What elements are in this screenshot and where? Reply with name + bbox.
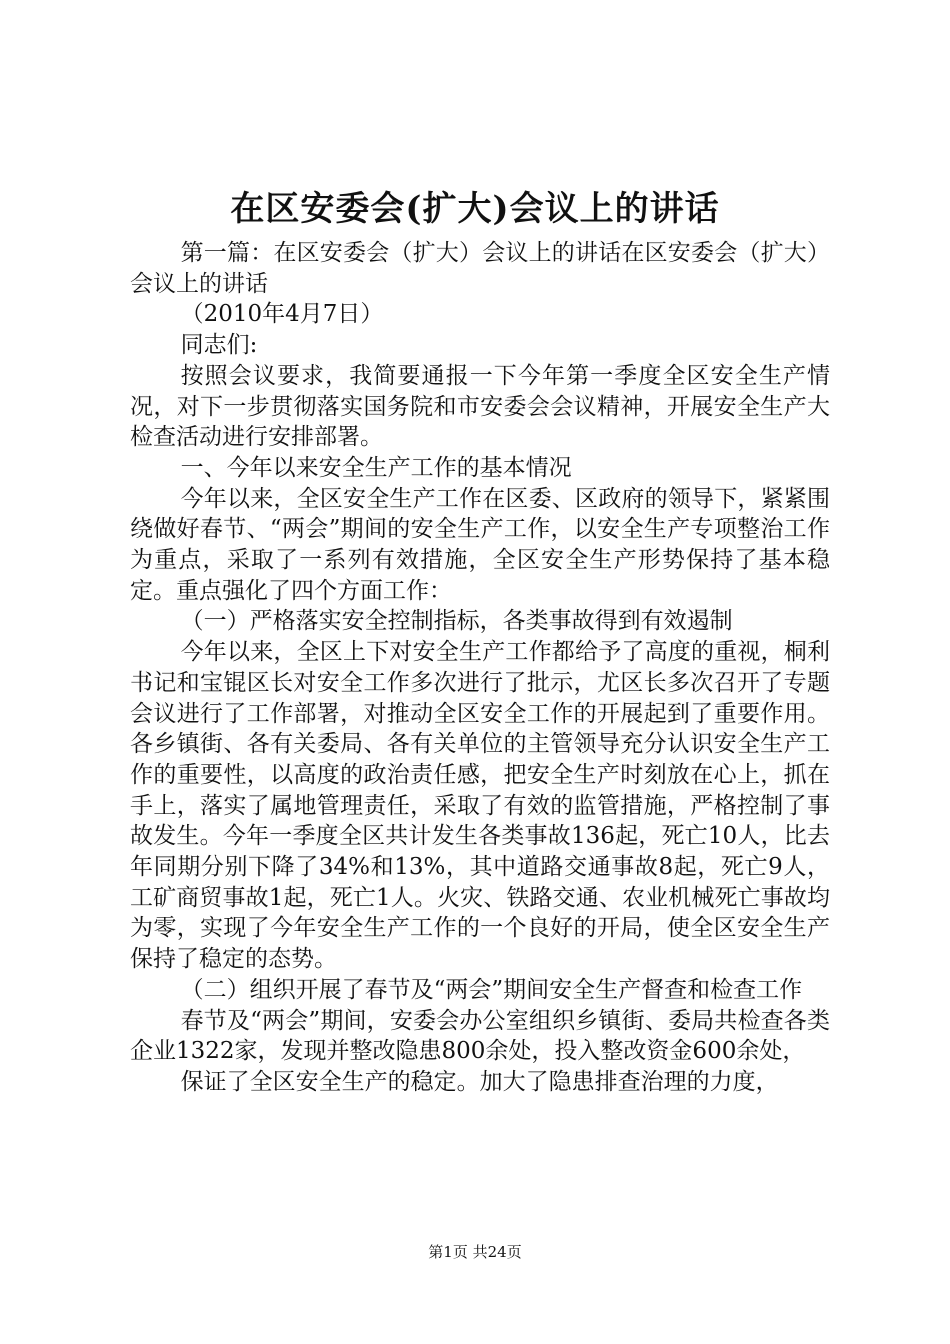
paragraph: 按照会议要求，我简要通报一下今年第一季度全区安全生产情况，对下一步贯彻落实国务院和市安委会会议精神，开展安全生产大检查活动进行安排部署。 (130, 362, 830, 451)
paragraph: （2010年4月7日） (180, 301, 384, 328)
document-body (130, 238, 830, 1098)
paragraph: 第一篇：在区安委会（扩大）会议上的讲话在区安委会（扩大）会议上的讲话 (130, 240, 830, 297)
paragraph: 今年以来，全区安全生产工作在区委、区政府的领导下，紧紧围绕做好春节、“两会”期间的安全生产工作，以安全生产专项整治工作为重点，采取了一系列有效措施，全区安全生产形势保持了基本稳定。重点强化了四个方面工作： (130, 485, 830, 604)
subsection-heading: （一）严格落实安全控制指标，各类事故得到有效遏制 (180, 608, 733, 635)
section-heading: 一、今年以来安全生产工作的基本情况 (180, 454, 572, 481)
document-title: 在区安委会(扩大)会议上的讲话 (230, 189, 720, 229)
page-number-footer: 第1页 共24页 (428, 1243, 522, 1261)
paragraph: 春节及“两会”期间，安委会办公室组织乡镇街、委局共检查各类企业1322家，发现并整改隐患800余处，投入整改资金600余处， (130, 1007, 830, 1065)
paragraph: 同志们: (180, 332, 258, 359)
subsection-heading: （二）组织开展了春节及“两会”期间安全生产督查和检查工作 (180, 976, 803, 1003)
paragraph: 保证了全区安全生产的稳定。加大了隐患排查治理的力度， (180, 1068, 779, 1095)
paragraph: 今年以来，全区上下对安全生产工作都给予了高度的重视，桐利书记和宝锟区长对安全工作多次进行了批示，尤区长多次召开了专题会议进行了工作部署，对推动全区安全工作的开展起到了重要作用。各乡镇街、各有关委局、各有关单位的主管领导充分认识安全生产工作的重要性，以高度的政治责任感，把安全生产时刻放在心上，抓在手上，落实了属地管理责任，采取了有效的监管措施，严格控制了事故发生。今年一季度全区共计发生各类事故136起，死亡10人，比去年同期分别下降了34%和13%，其中道路交通事故8起，死亡9人，工矿商贸事故1起，死亡1人。火灾、铁路交通、农业机械死亡事故均为零，实现了今年安全生产工作的一个良好的开局，使全区安全生产保持了稳定的态势。 (130, 639, 830, 973)
